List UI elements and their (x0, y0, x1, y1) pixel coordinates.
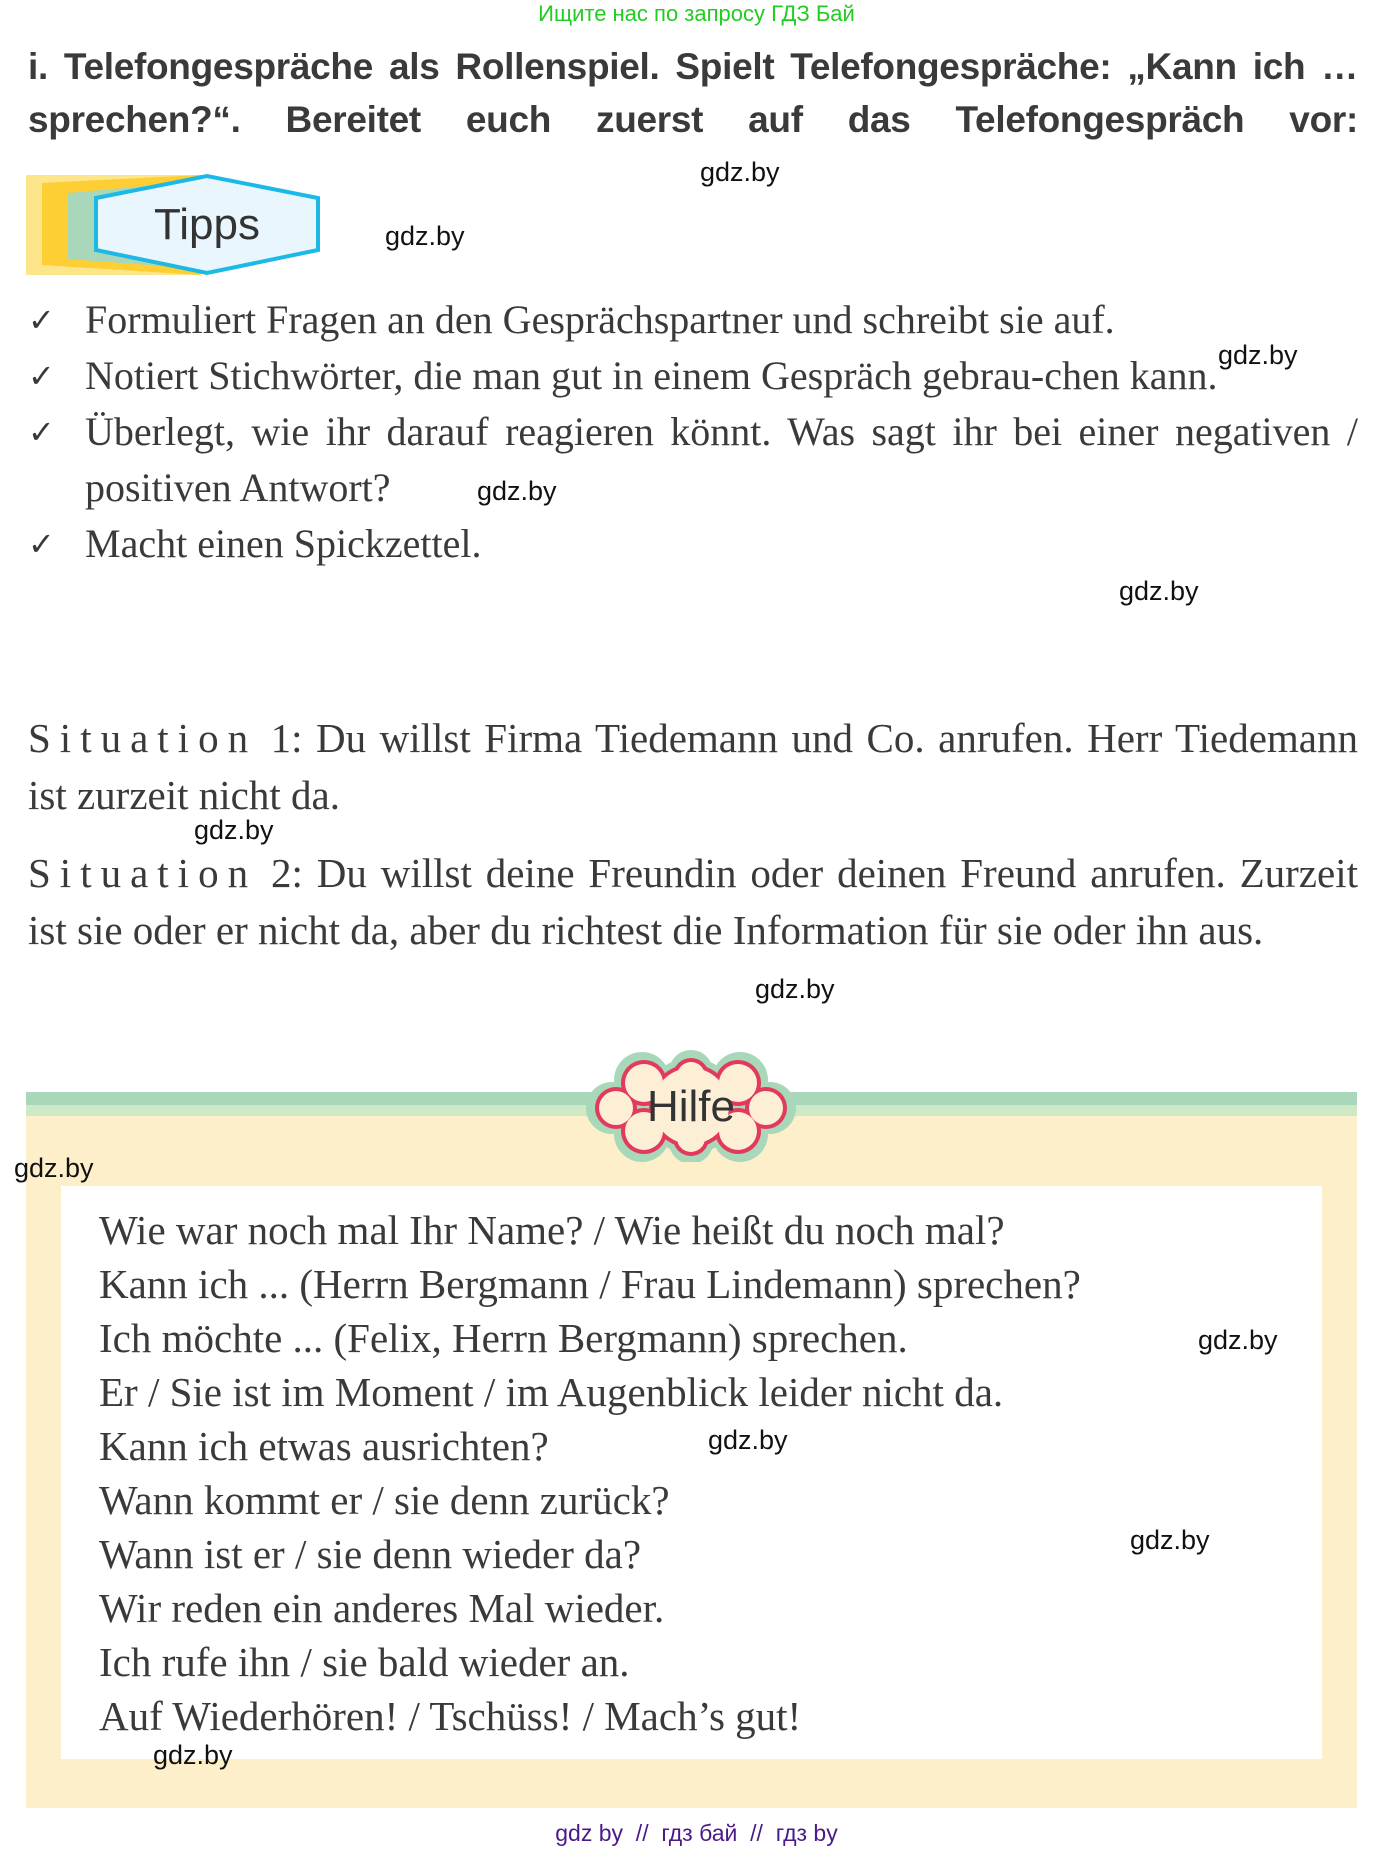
exercise-title: i. Telefongespräche als Rollenspiel. Spielt Telefongespräche: „Kann ich … sprechen?“. Bereitet euch zuerst auf das Telefongespräch vor: (28, 46, 1358, 140)
tipps-label: Tipps (154, 200, 260, 249)
situation-label: Situation (28, 850, 258, 896)
hilfe-phrases (99, 1203, 1309, 1743)
footer-links: gdz by // гдз бай // гдз by (555, 1820, 838, 1846)
watermark: gdz.by (755, 974, 835, 1004)
situation-label: Situation (28, 715, 258, 761)
checkmark-icon: ✓ (28, 301, 55, 339)
watermark: gdz.by (14, 1153, 94, 1183)
watermark: gdz.by (708, 1425, 788, 1455)
tip-item (28, 404, 1358, 516)
phrase-line: Kann ich etwas ausrichten? (99, 1423, 549, 1469)
watermark: gdz.by (1218, 340, 1298, 370)
watermark: gdz.by (194, 815, 274, 845)
tipps-badge (26, 173, 326, 276)
tip-item (28, 348, 1358, 404)
situation-2 (28, 845, 1358, 958)
checkmark-icon: ✓ (28, 357, 55, 395)
phrase-line: Er / Sie ist im Moment / im Augenblick leider nicht da. (99, 1369, 1004, 1415)
tip-item (28, 516, 1358, 572)
watermark: gdz.by (477, 476, 557, 506)
hilfe-label: Hilfe (646, 1082, 736, 1131)
tip-text: Notiert Stichwörter, die man gut in einem Gespräch gebrau-chen kann. (85, 353, 1218, 398)
tip-text: Formuliert Fragen an den Gesprächspartner und schreibt sie auf. (85, 297, 1115, 342)
phrase-line: Wann ist er / sie denn wieder da? (99, 1531, 642, 1577)
phrase-line: Ich rufe ihn / sie bald wieder an. (99, 1639, 630, 1685)
watermark: gdz.by (385, 221, 465, 251)
watermark: gdz.by (700, 157, 780, 187)
search-banner: Ищите нас по запросу ГДЗ Бай (538, 1, 855, 26)
watermark: gdz.by (153, 1740, 233, 1770)
watermark: gdz.by (1119, 576, 1199, 606)
tip-text: Überlegt, wie ihr darauf reagieren könnt. Was sagt ihr bei einer negativen / positiven Antwort? (85, 409, 1358, 510)
tip-item (28, 292, 1358, 348)
situation-text: 2: Du willst deine Freundin oder deinen Freund anrufen. Zurzeit ist sie oder er nicht da, aber du richtest die Information für sie oder ihn aus. (28, 850, 1358, 953)
phrase-line: Auf Wiederhören! / Tschüss! / Mach’s gut! (99, 1693, 802, 1739)
hilfe-cloud-badge (582, 1050, 800, 1162)
watermark: gdz.by (1130, 1525, 1210, 1555)
phrase-line: Ich möchte ... (Felix, Herrn Bergmann) sprechen. (99, 1315, 908, 1361)
phrase-line: Wir reden ein anderes Mal wieder. (99, 1585, 665, 1631)
phrase-line: Wie war noch mal Ihr Name? / Wie heißt du noch mal? (99, 1207, 1005, 1253)
phrase-line: Kann ich ... (Herrn Bergmann / Frau Lindemann) sprechen? (99, 1261, 1081, 1307)
phrase-line: Wann kommt er / sie denn zurück? (99, 1477, 670, 1523)
situation-text: 1: Du willst Firma Tiedemann und Co. anrufen. Herr Tiedemann ist zurzeit nicht da. (28, 715, 1358, 818)
tips-list (28, 292, 1358, 572)
checkmark-icon: ✓ (28, 413, 55, 451)
checkmark-icon: ✓ (28, 525, 55, 563)
watermark: gdz.by (1198, 1325, 1278, 1355)
situation-1 (28, 710, 1358, 823)
tip-text: Macht einen Spickzettel. (85, 521, 482, 566)
